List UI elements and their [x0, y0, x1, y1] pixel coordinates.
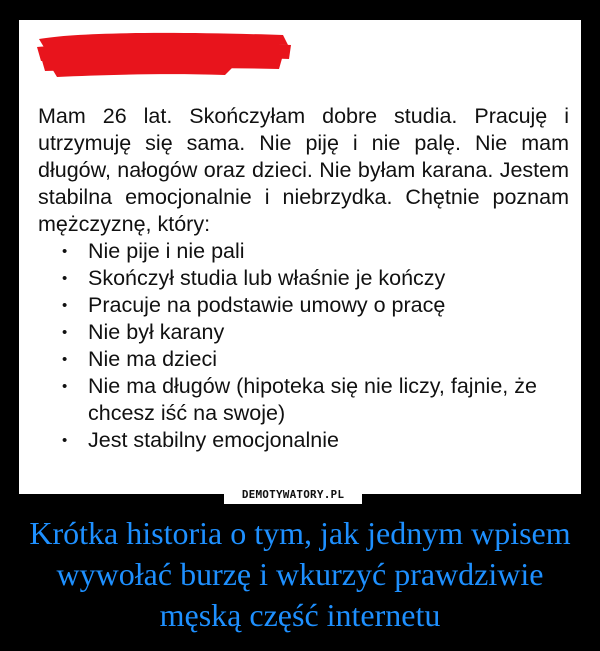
post-screenshot — [19, 20, 581, 494]
redaction-scribble — [33, 25, 293, 79]
list-item: • Nie ma dzieci — [38, 346, 573, 373]
list-item: • Nie ma długów (hipoteka się nie liczy, fajnie, że chcesz iść na swoje) — [38, 373, 573, 427]
caption: Krótka historia o tym, jak jednym wpisem wywołać burzę i wkurzyć prawdziwie męską część internetu — [29, 515, 571, 633]
post-lead: Chętnie poznam mężczyznę, który: — [38, 185, 569, 236]
post-intro: Mam 26 lat. Skończyłam dobre studia. Pracuję i utrzymuję się sama. Nie piję i nie palę. Nie mam długów, nałogów oraz dzieci. Nie byłam karana. Jestem stabilna emocjonalnie i niebrzydka. — [38, 104, 569, 209]
post-body — [38, 103, 569, 238]
watermark: DEMOTYWATORY.PL — [224, 486, 362, 504]
list-item: • Pracuje na podstawie umowy o pracę — [38, 292, 573, 319]
list-item: • Nie był karany — [38, 319, 573, 346]
list-item: • Nie pije i nie pali — [38, 238, 573, 265]
requirements-list — [38, 238, 573, 454]
list-item: • Jest stabilny emocjonalnie — [38, 427, 573, 454]
list-item: • Skończył studia lub właśnie je kończy — [38, 265, 573, 292]
